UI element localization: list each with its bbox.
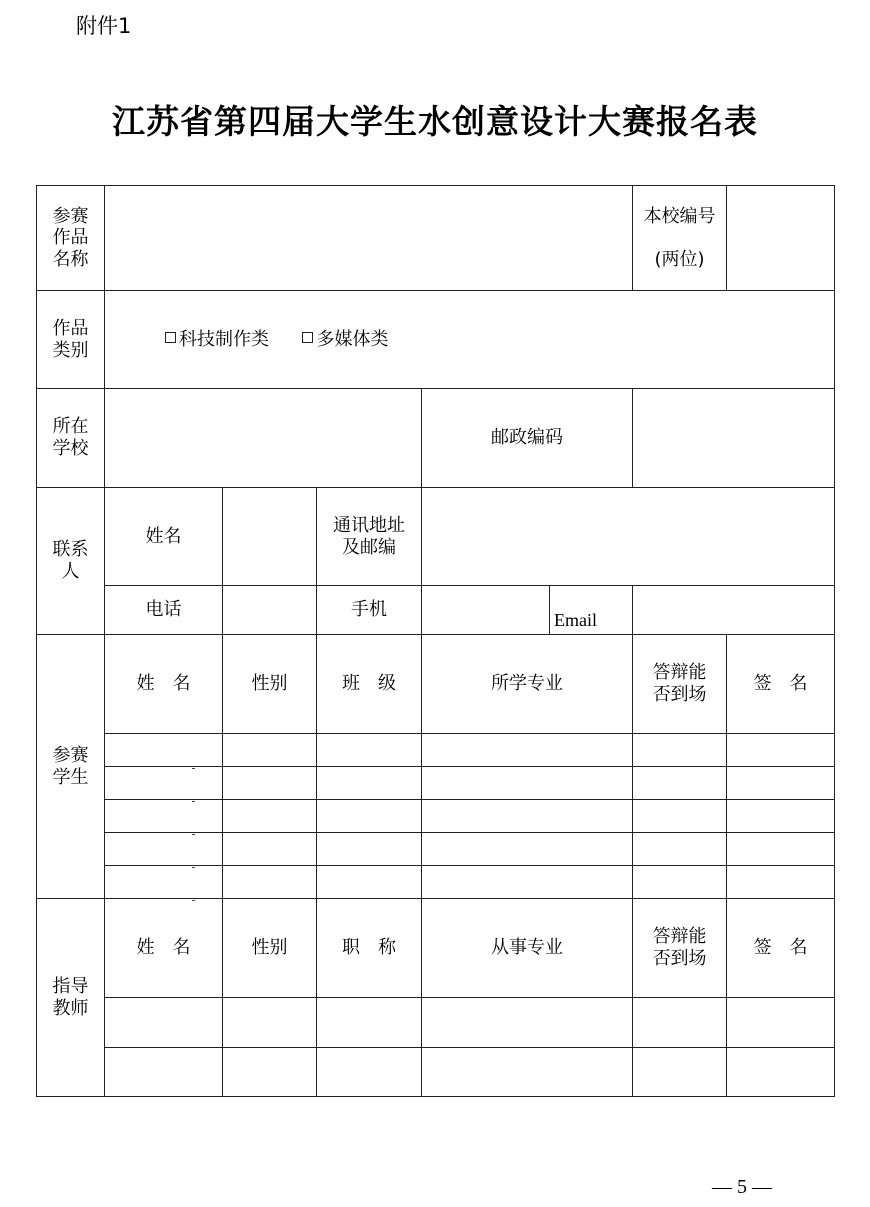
student-attend-cell[interactable] bbox=[633, 866, 727, 899]
student-class-cell[interactable] bbox=[317, 734, 422, 767]
teacher-attend-cell[interactable] bbox=[633, 998, 727, 1048]
student-row bbox=[37, 734, 835, 767]
teachers-header-field: 从事专业 bbox=[422, 899, 633, 998]
student-gender-cell[interactable] bbox=[223, 866, 317, 899]
teacher-name-cell[interactable] bbox=[105, 1048, 223, 1097]
student-row bbox=[37, 833, 835, 866]
students-section-label: 参赛 学生 bbox=[37, 635, 105, 899]
student-name-cell[interactable] bbox=[105, 767, 223, 800]
student-name-cell[interactable] bbox=[105, 734, 223, 767]
student-name-cell[interactable] bbox=[105, 800, 223, 833]
student-attend-cell[interactable] bbox=[633, 800, 727, 833]
student-class-cell[interactable] bbox=[317, 866, 422, 899]
student-sign-cell[interactable] bbox=[727, 866, 835, 899]
students-header-name: 姓 名 bbox=[105, 635, 223, 734]
category-multimedia-label: 多媒体类 bbox=[316, 328, 389, 350]
teacher-row bbox=[37, 1048, 835, 1097]
students-header-class: 班 级 bbox=[317, 635, 422, 734]
student-name-cell[interactable] bbox=[105, 833, 223, 866]
work-name-field[interactable] bbox=[105, 186, 633, 291]
school-field[interactable] bbox=[105, 389, 422, 488]
teachers-header-name: 姓 名 bbox=[105, 899, 223, 998]
contact-name-field[interactable] bbox=[223, 488, 317, 586]
student-name-cell[interactable] bbox=[105, 866, 223, 899]
student-major-cell[interactable] bbox=[422, 767, 633, 800]
student-gender-cell[interactable] bbox=[223, 767, 317, 800]
student-attend-cell[interactable] bbox=[633, 767, 727, 800]
teacher-title-cell[interactable] bbox=[317, 1048, 422, 1097]
teachers-section-label: 指导 教师 bbox=[37, 899, 105, 1097]
teacher-attend-cell[interactable] bbox=[633, 1048, 727, 1097]
student-attend-cell[interactable] bbox=[633, 833, 727, 866]
registration-form-table bbox=[36, 185, 835, 1097]
work-category-label: 作品 类别 bbox=[37, 291, 105, 389]
teacher-field-cell[interactable] bbox=[422, 1048, 633, 1097]
student-class-cell[interactable] bbox=[317, 767, 422, 800]
student-major-cell[interactable] bbox=[422, 734, 633, 767]
checkbox-multimedia[interactable] bbox=[302, 332, 313, 343]
students-header-gender: 性别 bbox=[223, 635, 317, 734]
email-field[interactable] bbox=[633, 586, 835, 635]
form-title: 江苏省第四届大学生水创意设计大赛报名表 bbox=[112, 102, 758, 141]
teachers-header-sign: 签 名 bbox=[727, 899, 835, 998]
address-label: 通讯地址 及邮编 bbox=[317, 488, 422, 586]
checkbox-tech[interactable] bbox=[165, 332, 176, 343]
student-sign-cell[interactable] bbox=[727, 734, 835, 767]
student-class-cell[interactable] bbox=[317, 833, 422, 866]
teacher-title-cell[interactable] bbox=[317, 998, 422, 1048]
teacher-sign-cell[interactable] bbox=[727, 998, 835, 1048]
address-field[interactable] bbox=[422, 488, 835, 586]
category-options bbox=[105, 291, 835, 389]
students-header-major: 所学专业 bbox=[422, 635, 633, 734]
student-row bbox=[37, 767, 835, 800]
postal-code-label: 邮政编码 bbox=[422, 389, 633, 488]
teachers-header-title: 职 称 bbox=[317, 899, 422, 998]
school-code-field[interactable] bbox=[727, 186, 835, 291]
student-gender-cell[interactable] bbox=[223, 734, 317, 767]
mobile-label: 手机 bbox=[317, 586, 422, 635]
phone-label: 电话 bbox=[105, 586, 223, 635]
student-sign-cell[interactable] bbox=[727, 767, 835, 800]
teacher-sign-cell[interactable] bbox=[727, 1048, 835, 1097]
postal-code-field[interactable] bbox=[633, 389, 835, 488]
teachers-header-gender: 性别 bbox=[223, 899, 317, 998]
student-gender-cell[interactable] bbox=[223, 800, 317, 833]
teacher-field-cell[interactable] bbox=[422, 998, 633, 1048]
contact-label: 联系 人 bbox=[37, 488, 105, 635]
student-class-cell[interactable] bbox=[317, 800, 422, 833]
email-label: Email bbox=[554, 610, 597, 631]
student-major-cell[interactable] bbox=[422, 866, 633, 899]
work-name-label: 参赛 作品 名称 bbox=[37, 186, 105, 291]
attachment-label: 附件1 bbox=[76, 14, 132, 38]
teachers-header-attend: 答辩能 否到场 bbox=[633, 899, 727, 998]
student-sign-cell[interactable] bbox=[727, 800, 835, 833]
contact-name-label: 姓名 bbox=[105, 488, 223, 586]
school-code-label: 本校编号 (两位) bbox=[633, 186, 727, 291]
student-sign-cell[interactable] bbox=[727, 833, 835, 866]
school-label: 所在 学校 bbox=[37, 389, 105, 488]
student-major-cell[interactable] bbox=[422, 800, 633, 833]
mobile-field[interactable] bbox=[422, 586, 550, 635]
teacher-name-cell[interactable] bbox=[105, 998, 223, 1048]
email-label-cell bbox=[550, 586, 633, 635]
teacher-gender-cell[interactable] bbox=[223, 998, 317, 1048]
category-tech-label: 科技制作类 bbox=[179, 328, 269, 350]
students-header-attend: 答辩能 否到场 bbox=[633, 635, 727, 734]
phone-field[interactable] bbox=[223, 586, 317, 635]
student-row bbox=[37, 866, 835, 899]
students-header-sign: 签 名 bbox=[727, 635, 835, 734]
page-number: — 5 — bbox=[712, 1176, 772, 1198]
student-attend-cell[interactable] bbox=[633, 734, 727, 767]
student-gender-cell[interactable] bbox=[223, 833, 317, 866]
teacher-row bbox=[37, 998, 835, 1048]
student-major-cell[interactable] bbox=[422, 833, 633, 866]
teacher-gender-cell[interactable] bbox=[223, 1048, 317, 1097]
student-row bbox=[37, 800, 835, 833]
